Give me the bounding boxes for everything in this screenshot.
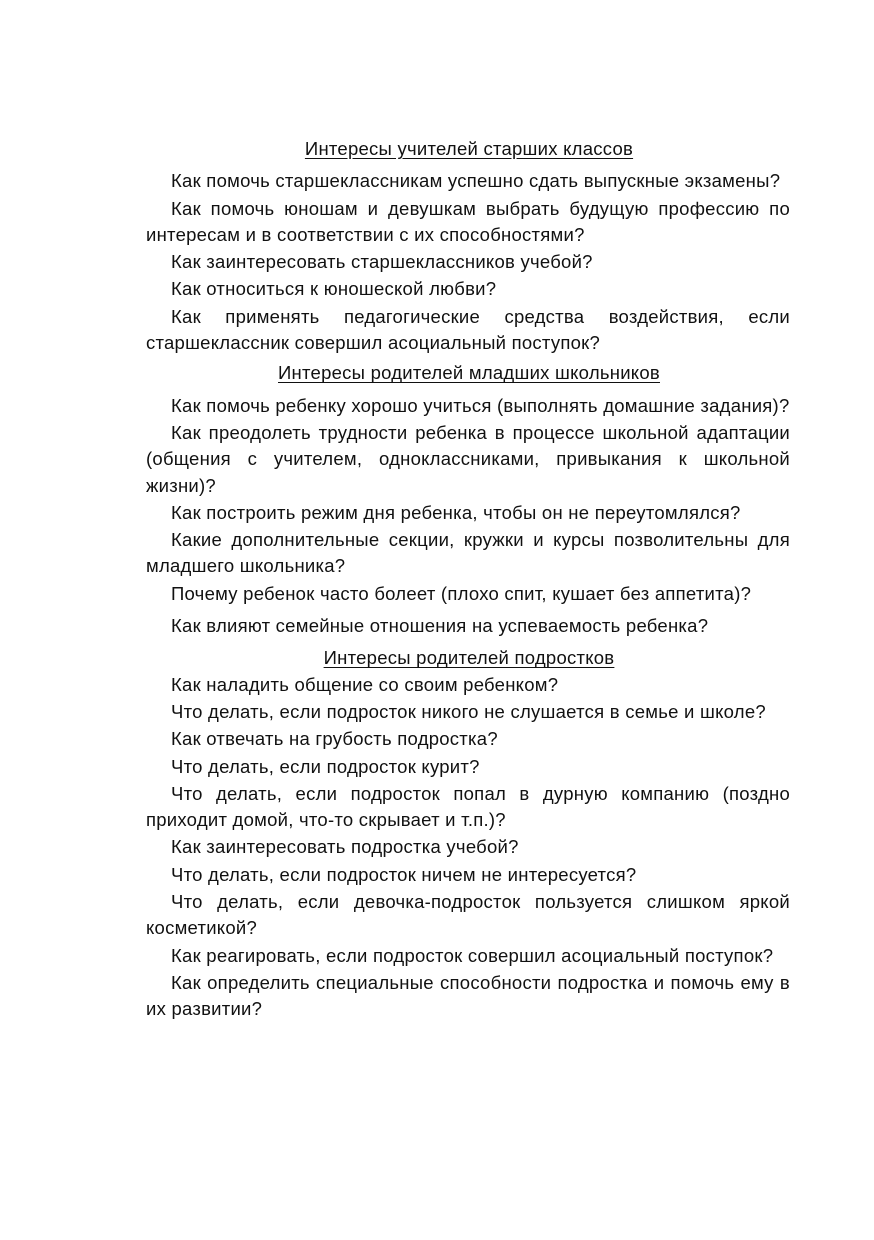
question-item: Как помочь старшеклассникам успешно сдать выпускные экзамены? (171, 170, 781, 192)
question-item: Как наладить общение со своим ребенком? (171, 673, 559, 695)
question-item: Как влияют семейные отношения на успеваемость ребенка? (171, 615, 709, 637)
question-item: Как помочь юношам и девушкам выбрать будущую профессию по интересам и в соответствии с их способностями? (146, 197, 790, 245)
section-heading-parents-teens: Интересы родителей подростков (323, 647, 615, 669)
question-item: Как реагировать, если подросток совершил асоциальный поступок? (171, 944, 774, 966)
question-item: Что делать, если подросток никого не слушается в семье и школе? (171, 700, 766, 722)
document-page (146, 136, 790, 1024)
question-item: Как помочь ребенку хорошо учиться (выполнять домашние задания)? (171, 394, 790, 416)
question-item: Что делать, если девочка-подросток пользуется слишком яркой косметикой? (146, 891, 790, 939)
question-item: Как преодолеть трудности ребенка в процессе школьной адаптации (общения с учителем, одноклассниками, привыкания к школьной жизни)? (146, 421, 790, 496)
question-item: Почему ребенок часто болеет (плохо спит, кушает без аппетита)? (171, 582, 752, 604)
question-item: Как определить специальные способности подростка и помочь ему в их развитии? (146, 971, 790, 1020)
question-item: Как заинтересовать старшеклассников учебой? (171, 251, 593, 273)
question-item: Какие дополнительные секции, кружки и курсы позволительны для младшего школьника? (146, 529, 790, 577)
question-item: Как заинтересовать подростка учебой? (171, 836, 519, 858)
question-item: Как построить режим дня ребенка, чтобы он не переутомлялся? (171, 501, 741, 523)
question-item: Как применять педагогические средства воздействия, если старшеклассник совершил асоциальный поступок? (146, 305, 790, 354)
section-heading-parents-juniors: Интересы родителей младших школьников (278, 362, 660, 384)
question-item: Что делать, если подросток курит? (171, 755, 480, 777)
section-heading-teachers: Интересы учителей старших классов (304, 138, 634, 159)
question-item: Что делать, если подросток ничем не интересуется? (171, 863, 637, 885)
question-item: Как отвечать на грубость подростка? (171, 728, 498, 750)
question-item: Как относиться к юношеской любви? (171, 278, 497, 300)
question-item: Что делать, если подросток попал в дурную компанию (поздно приходит домой, что-то скрывает и т.п.)? (146, 782, 790, 831)
